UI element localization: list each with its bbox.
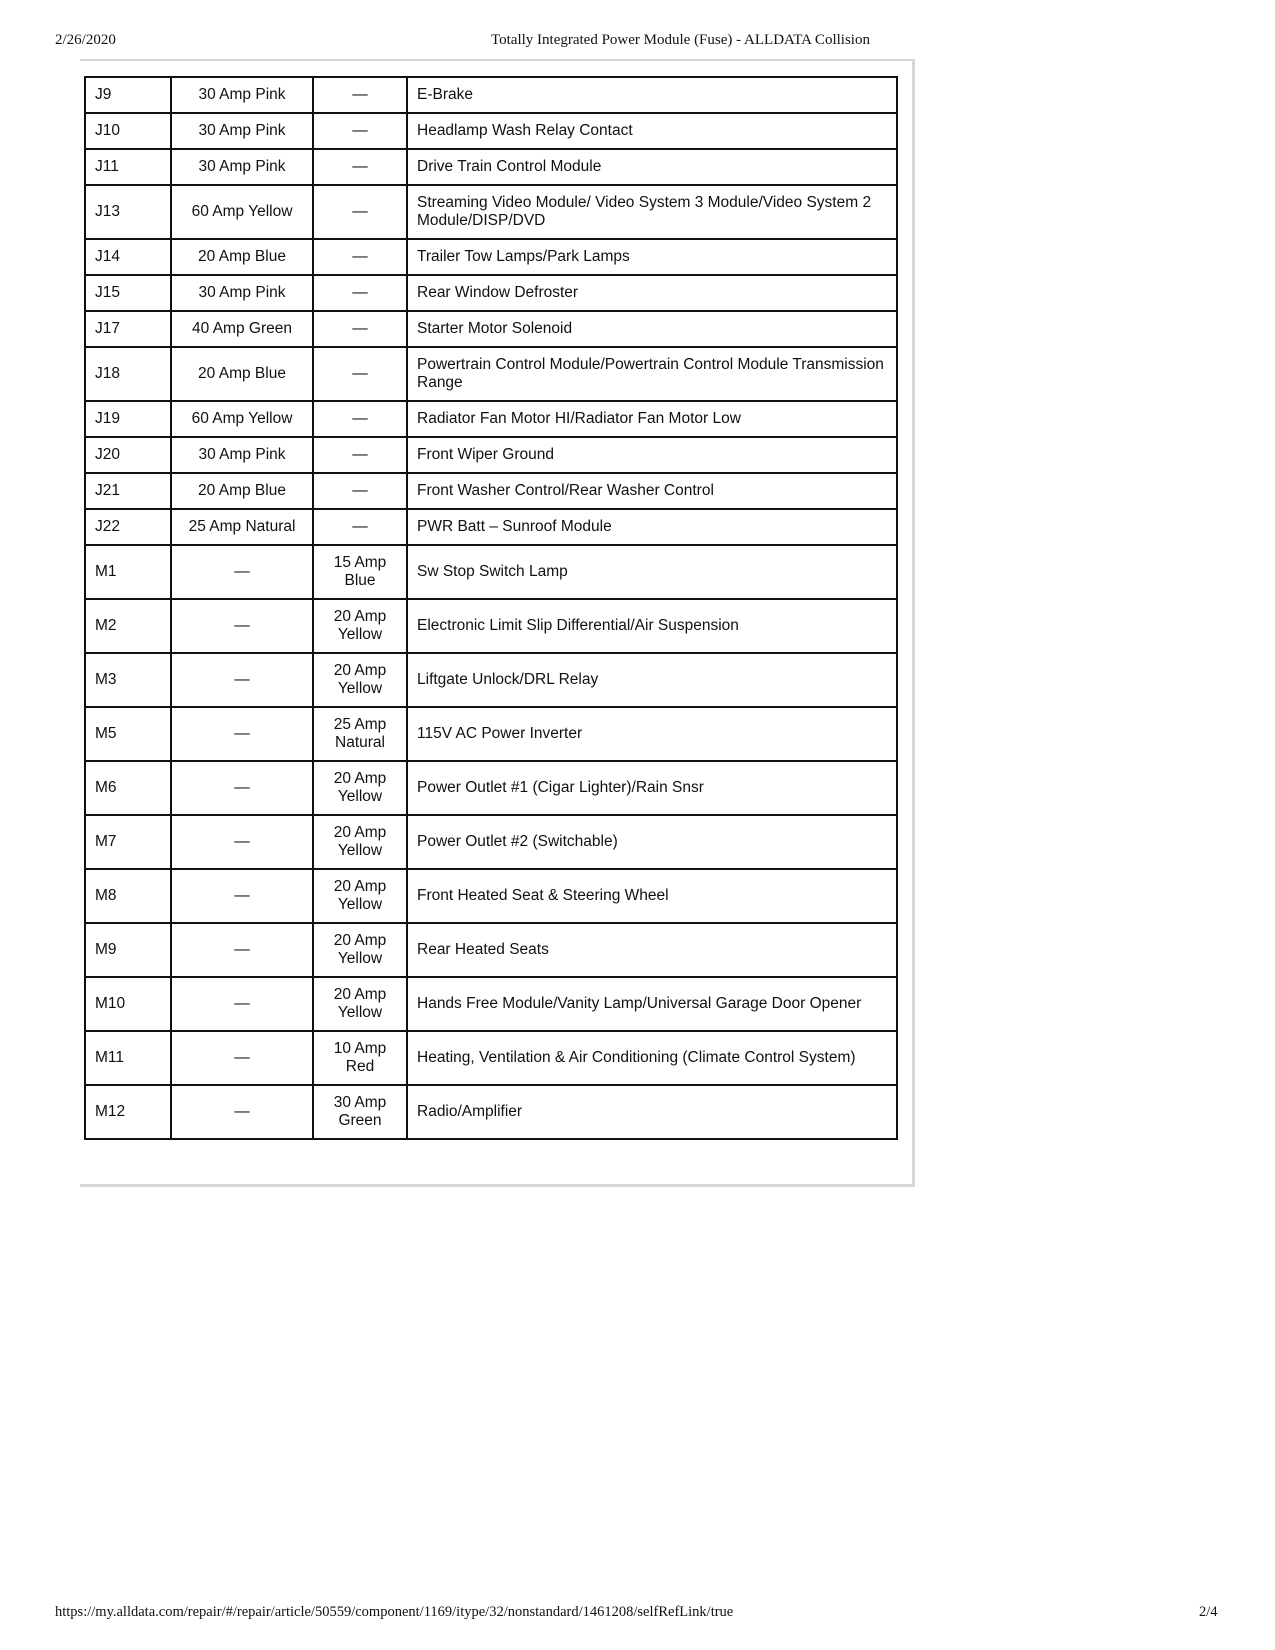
maxi-fuse-cell: 30 Amp Pink [171,77,313,113]
mini-fuse-cell: 10 Amp Red [313,1031,407,1085]
mini-fuse-cell: 15 Amp Blue [313,545,407,599]
page-number: 2/4 [1199,1604,1218,1620]
circuit-description-cell: Liftgate Unlock/DRL Relay [407,653,897,707]
maxi-fuse-cell: 40 Amp Green [171,311,313,347]
mini-fuse-cell: — [313,149,407,185]
circuit-description-cell: Radio/Amplifier [407,1085,897,1139]
mini-fuse-cell: — [313,401,407,437]
circuit-description-cell: PWR Batt – Sunroof Module [407,509,897,545]
table-row [85,77,897,113]
mini-fuse-cell: — [313,347,407,401]
circuit-description-cell: 115V AC Power Inverter [407,707,897,761]
mini-fuse-cell: 20 Amp Yellow [313,815,407,869]
fuse-id-cell: J17 [85,311,171,347]
table-row [85,1031,897,1085]
fuse-id-cell: M5 [85,707,171,761]
maxi-fuse-cell: 30 Amp Pink [171,113,313,149]
circuit-description-cell: Streaming Video Module/ Video System 3 Module/Video System 2 Module/DISP/DVD [407,185,897,239]
maxi-fuse-cell: 25 Amp Natural [171,509,313,545]
maxi-fuse-cell: — [171,923,313,977]
table-row [85,1085,897,1139]
fuse-id-cell: M10 [85,977,171,1031]
fuse-id-cell: J22 [85,509,171,545]
circuit-description-cell: Drive Train Control Module [407,149,897,185]
fuse-id-cell: M1 [85,545,171,599]
mini-fuse-cell: 20 Amp Yellow [313,977,407,1031]
fuse-id-cell: M7 [85,815,171,869]
fuse-id-cell: M9 [85,923,171,977]
circuit-description-cell: Electronic Limit Slip Differential/Air Suspension [407,599,897,653]
mini-fuse-cell: — [313,239,407,275]
mini-fuse-cell: 20 Amp Yellow [313,761,407,815]
table-row [85,185,897,239]
mini-fuse-cell: 20 Amp Yellow [313,923,407,977]
table-row [85,347,897,401]
maxi-fuse-cell: 30 Amp Pink [171,275,313,311]
table-row [85,311,897,347]
fuse-id-cell: J19 [85,401,171,437]
table-row [85,473,897,509]
mini-fuse-cell: — [313,311,407,347]
circuit-description-cell: Headlamp Wash Relay Contact [407,113,897,149]
maxi-fuse-cell: — [171,761,313,815]
circuit-description-cell: Starter Motor Solenoid [407,311,897,347]
circuit-description-cell: Front Washer Control/Rear Washer Control [407,473,897,509]
table-row [85,653,897,707]
mini-fuse-cell: — [313,509,407,545]
table-row [85,275,897,311]
fuse-id-cell: M3 [85,653,171,707]
table-row [85,869,897,923]
table-row [85,437,897,473]
fuse-id-cell: M12 [85,1085,171,1139]
fuse-id-cell: J10 [85,113,171,149]
mini-fuse-cell: 20 Amp Yellow [313,599,407,653]
maxi-fuse-cell: — [171,1031,313,1085]
table-row [85,113,897,149]
maxi-fuse-cell: 20 Amp Blue [171,239,313,275]
mini-fuse-cell: 20 Amp Yellow [313,653,407,707]
maxi-fuse-cell: 30 Amp Pink [171,437,313,473]
fuse-id-cell: J9 [85,77,171,113]
page-url: https://my.alldata.com/repair/#/repair/article/50559/component/1169/itype/32/nonstandard/1461208/selfRefLink/true [55,1604,734,1620]
mini-fuse-cell: — [313,77,407,113]
table-row [85,761,897,815]
circuit-description-cell: Rear Window Defroster [407,275,897,311]
circuit-description-cell: Heating, Ventilation & Air Conditioning (Climate Control System) [407,1031,897,1085]
mini-fuse-cell: — [313,185,407,239]
maxi-fuse-cell: 20 Amp Blue [171,473,313,509]
maxi-fuse-cell: — [171,599,313,653]
maxi-fuse-cell: 60 Amp Yellow [171,401,313,437]
mini-fuse-cell: — [313,473,407,509]
table-row [85,977,897,1031]
maxi-fuse-cell: — [171,1085,313,1139]
print-date: 2/26/2020 [55,32,116,48]
fuse-id-cell: M11 [85,1031,171,1085]
maxi-fuse-cell: — [171,545,313,599]
maxi-fuse-cell: — [171,707,313,761]
mini-fuse-cell: — [313,275,407,311]
fuse-id-cell: M6 [85,761,171,815]
page-title: Totally Integrated Power Module (Fuse) - ALLDATA Collision [491,32,870,48]
fuse-id-cell: J20 [85,437,171,473]
circuit-description-cell: Front Heated Seat & Steering Wheel [407,869,897,923]
circuit-description-cell: Powertrain Control Module/Powertrain Control Module Transmission Range [407,347,897,401]
table-row [85,599,897,653]
maxi-fuse-cell: 30 Amp Pink [171,149,313,185]
circuit-description-cell: Rear Heated Seats [407,923,897,977]
fuse-table [84,76,898,1140]
maxi-fuse-cell: 60 Amp Yellow [171,185,313,239]
circuit-description-cell: Power Outlet #2 (Switchable) [407,815,897,869]
table-row [85,401,897,437]
mini-fuse-cell: 25 Amp Natural [313,707,407,761]
fuse-id-cell: M8 [85,869,171,923]
maxi-fuse-cell: — [171,815,313,869]
mini-fuse-cell: 30 Amp Green [313,1085,407,1139]
maxi-fuse-cell: — [171,653,313,707]
fuse-id-cell: J13 [85,185,171,239]
circuit-description-cell: Sw Stop Switch Lamp [407,545,897,599]
maxi-fuse-cell: — [171,869,313,923]
table-row [85,239,897,275]
mini-fuse-cell: 20 Amp Yellow [313,869,407,923]
table-row [85,545,897,599]
table-row [85,509,897,545]
fuse-id-cell: J15 [85,275,171,311]
circuit-description-cell: Front Wiper Ground [407,437,897,473]
fuse-id-cell: J11 [85,149,171,185]
mini-fuse-cell: — [313,437,407,473]
circuit-description-cell: Trailer Tow Lamps/Park Lamps [407,239,897,275]
maxi-fuse-cell: — [171,977,313,1031]
circuit-description-cell: Hands Free Module/Vanity Lamp/Universal Garage Door Opener [407,977,897,1031]
table-row [85,149,897,185]
table-row [85,815,897,869]
circuit-description-cell: Radiator Fan Motor HI/Radiator Fan Motor Low [407,401,897,437]
fuse-id-cell: M2 [85,599,171,653]
table-row [85,923,897,977]
fuse-id-cell: J21 [85,473,171,509]
circuit-description-cell: Power Outlet #1 (Cigar Lighter)/Rain Snsr [407,761,897,815]
fuse-id-cell: J18 [85,347,171,401]
circuit-description-cell: E-Brake [407,77,897,113]
table-row [85,707,897,761]
maxi-fuse-cell: 20 Amp Blue [171,347,313,401]
fuse-id-cell: J14 [85,239,171,275]
mini-fuse-cell: — [313,113,407,149]
